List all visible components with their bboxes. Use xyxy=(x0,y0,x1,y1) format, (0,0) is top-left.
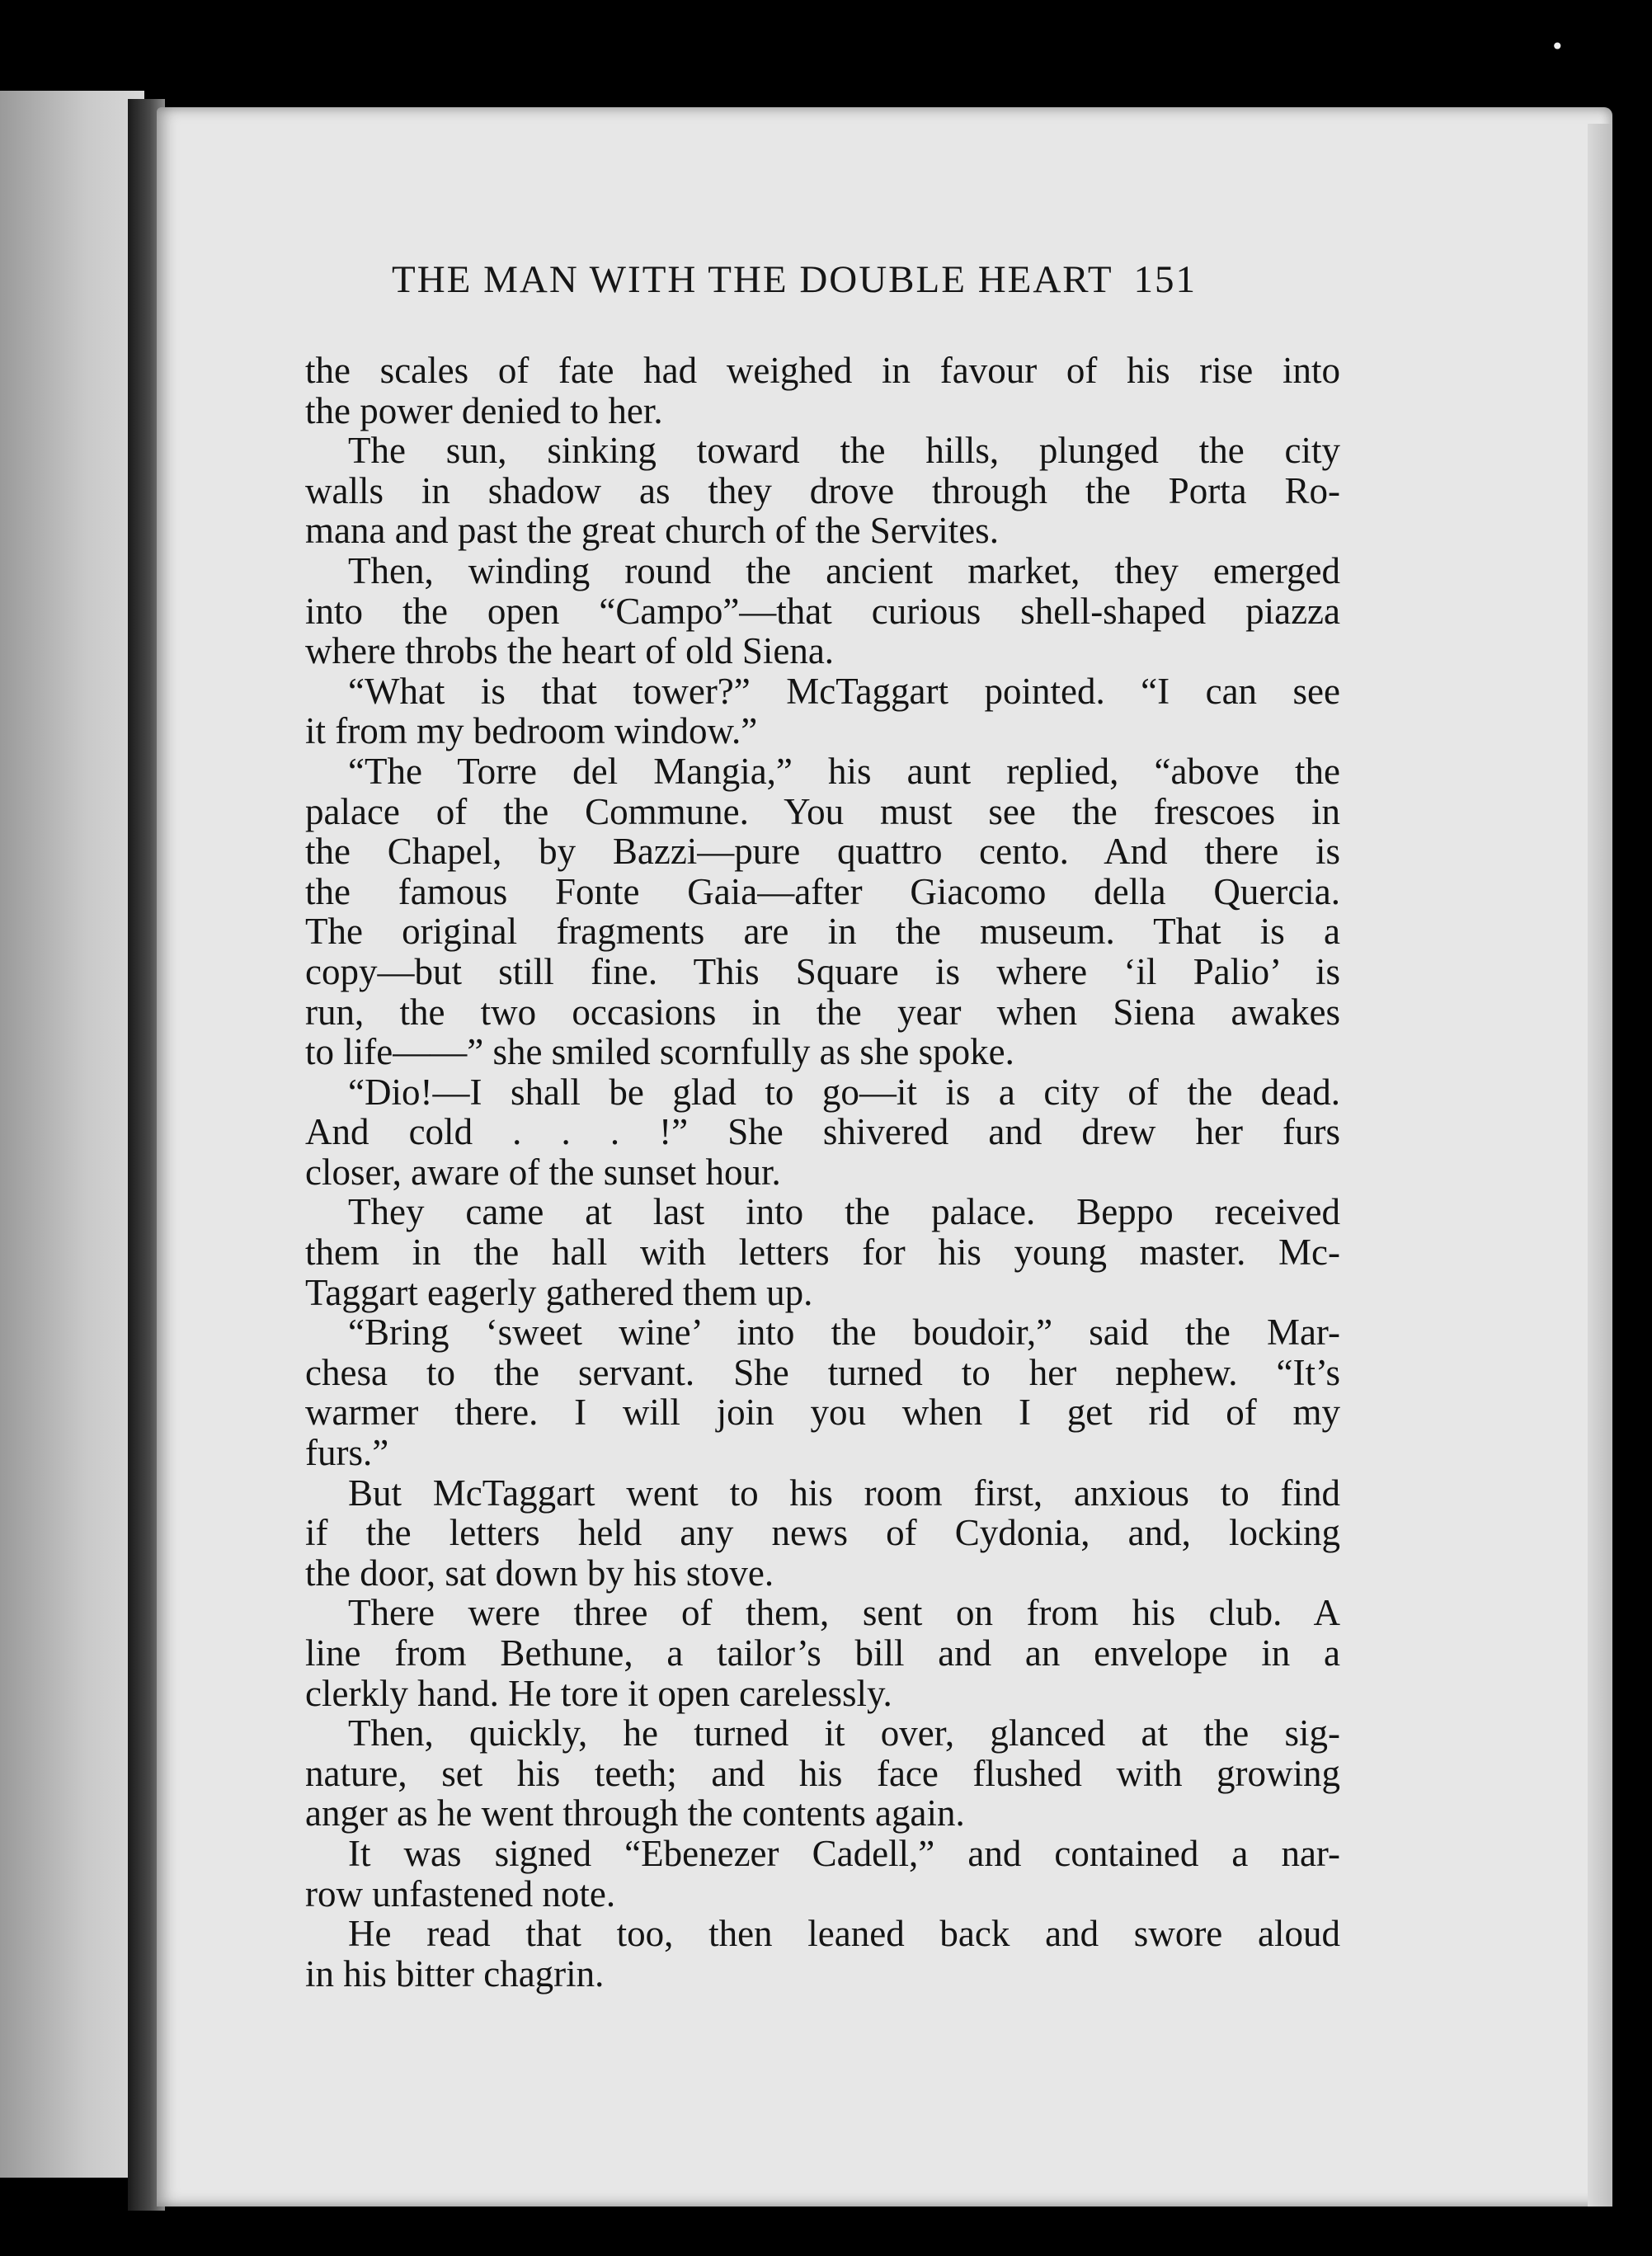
text-line: it from my bedroom window.” xyxy=(305,710,758,752)
paragraph xyxy=(305,751,1340,1072)
text-line: anger as he went through the contents again. xyxy=(305,1792,965,1834)
text-line: clerkly hand. He tore it open carelessly. xyxy=(305,1672,892,1714)
paragraph xyxy=(305,1072,1340,1193)
text-line: But McTaggart went to his room first, anxious to find xyxy=(348,1472,1340,1514)
paragraph xyxy=(305,1834,1340,1914)
text-line: There were three of them, sent on from his club. A xyxy=(348,1592,1340,1634)
text-line: Then, quickly, he turned it over, glanced at the sig- xyxy=(348,1712,1340,1754)
text-line: He read that too, then leaned back and swore aloud xyxy=(348,1913,1340,1955)
text-line: Taggart eagerly gathered them up. xyxy=(305,1271,813,1313)
text-line: where throbs the heart of old Siena. xyxy=(305,630,835,672)
text-line: mana and past the great church of the Servites. xyxy=(305,510,999,552)
text-line: walls in shadow as they drove through the Porta Ro- xyxy=(305,469,1340,511)
text-line: if the letters held any news of Cydonia, and, locking xyxy=(305,1512,1340,1554)
facing-page-edge xyxy=(0,91,144,2178)
body-text xyxy=(305,351,1340,1994)
text-line: them in the hall with letters for his young master. Mc- xyxy=(305,1232,1340,1274)
text-line: run, the two occasions in the year when Siena awakes xyxy=(305,991,1340,1033)
text-line: warmer there. I will join you when I get rid of my xyxy=(305,1392,1340,1434)
text-line: closer, aware of the sunset hour. xyxy=(305,1151,781,1193)
text-line: nature, set his teeth; and his face flushed with growing xyxy=(305,1752,1340,1794)
paragraph xyxy=(305,551,1340,671)
text-line: “What is that tower?” McTaggart pointed. “I can see xyxy=(348,670,1340,712)
text-line: copy—but still fine. This Square is where ‘il Palio’ is xyxy=(305,950,1340,992)
text-line: It was signed “Ebenezer Cadell,” and contained a nar- xyxy=(348,1832,1340,1874)
text-line: The sun, sinking toward the hills, plunged the city xyxy=(348,430,1340,472)
text-line: And cold . . . !” She shivered and drew her furs xyxy=(305,1111,1340,1153)
text-line: in his bitter chagrin. xyxy=(305,1952,605,1995)
text-line: to life——” she smiled scornfully as she spoke. xyxy=(305,1031,1014,1073)
scan-artifact-mark: • xyxy=(1551,33,1565,60)
text-line: row unfastened note. xyxy=(305,1872,616,1915)
text-line: They came at last into the palace. Beppo received xyxy=(348,1191,1340,1233)
text-line: “Dio!—I shall be glad to go—it is a city of the dead. xyxy=(348,1071,1340,1113)
paragraph xyxy=(305,1914,1340,1994)
text-line: furs.” xyxy=(305,1432,389,1474)
text-line: The original fragments are in the museum. That is a xyxy=(305,911,1340,953)
text-line: the door, sat down by his stove. xyxy=(305,1552,774,1594)
paragraph xyxy=(305,1312,1340,1472)
running-head xyxy=(392,257,1348,302)
page-right-edge xyxy=(1588,124,1612,2207)
text-line: “The Torre del Mangia,” his aunt replied, “above the xyxy=(348,750,1340,792)
text-line: the scales of fate had weighed in favour of his rise into xyxy=(305,350,1340,391)
text-line: line from Bethune, a tailor’s bill and an envelope in a xyxy=(305,1632,1340,1674)
paragraph xyxy=(305,1192,1340,1312)
paragraph xyxy=(305,1713,1340,1834)
paragraph xyxy=(305,1593,1340,1713)
text-line: “Bring ‘sweet wine’ into the boudoir,” said the Mar- xyxy=(348,1312,1340,1354)
text-line: the power denied to her. xyxy=(305,389,663,431)
text-line: palace of the Commune. You must see the frescoes in xyxy=(305,790,1340,832)
page-number: 151 xyxy=(1133,258,1197,301)
paragraph xyxy=(305,1473,1340,1594)
paragraph xyxy=(305,671,1340,751)
paragraph xyxy=(305,431,1340,551)
text-line: chesa to the servant. She turned to her nephew. “It’s xyxy=(305,1351,1340,1393)
text-line: the Chapel, by Bazzi—pure quattro cento. And there is xyxy=(305,831,1340,873)
text-line: the famous Fonte Gaia—after Giacomo della Quercia. xyxy=(305,870,1340,912)
text-line: Then, winding round the ancient market, they emerged xyxy=(348,549,1340,591)
paragraph xyxy=(305,351,1340,431)
running-head-title: THE MAN WITH THE DOUBLE HEART xyxy=(392,258,1113,301)
text-line: into the open “Campo”—that curious shell-shaped piazza xyxy=(305,590,1340,632)
